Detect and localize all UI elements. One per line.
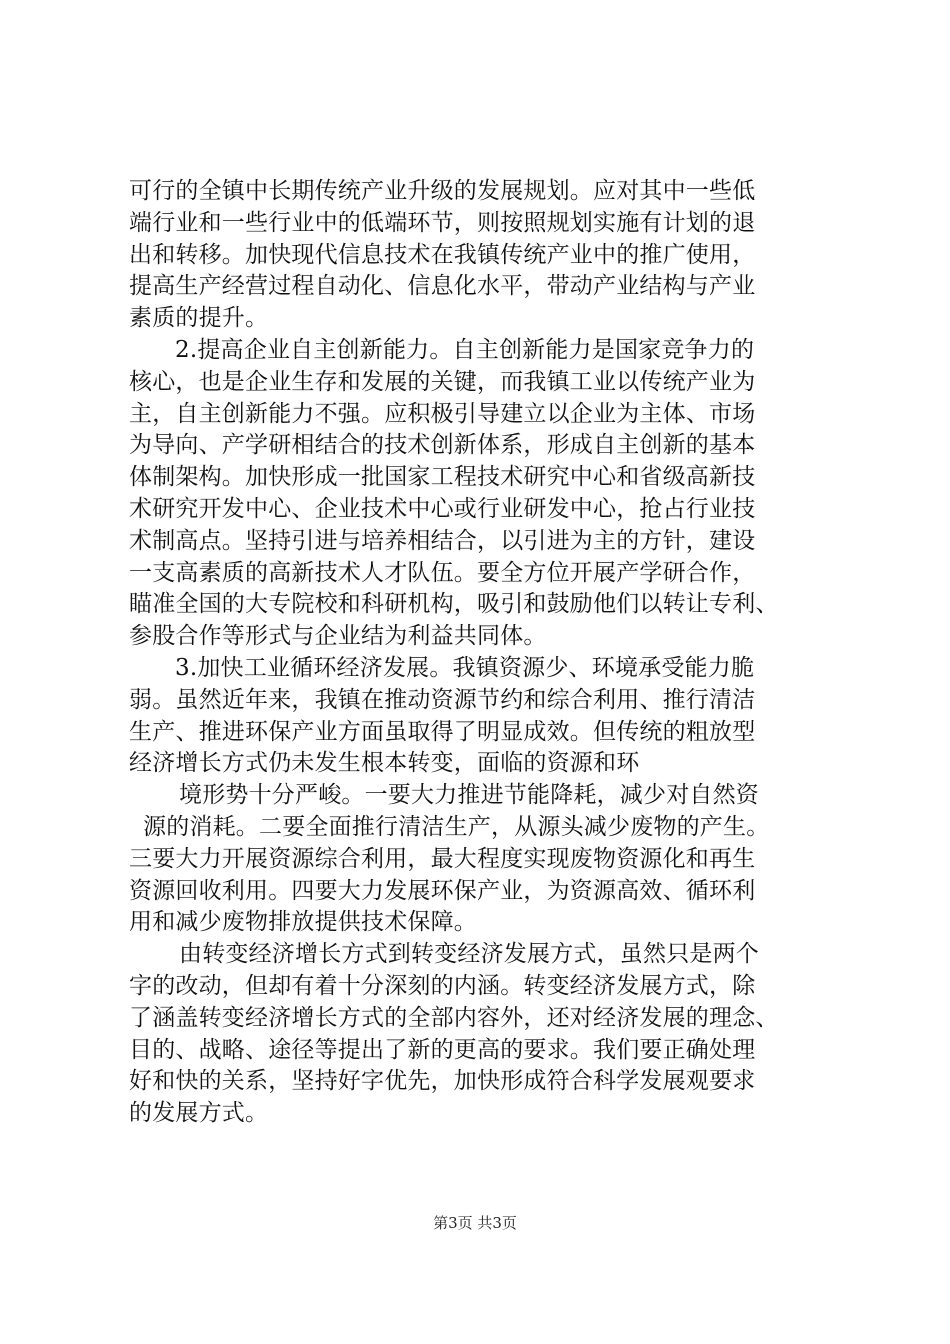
text-line: 端行业和一些行业中的低端环节，则按照规划实施有计划的退 (129, 209, 756, 236)
text-line: 用和减少废物排放提供技术保障。 (129, 909, 477, 936)
text-line: 术制高点。坚持引进与培养相结合，以引进为主的方针，建设 (129, 527, 756, 554)
page-footer: 第3页 共3页 (433, 1214, 517, 1232)
text-line: 经济增长方式仍未发生根本转变，面临的资源和环 (129, 750, 640, 777)
text-line: 体制架构。加快形成一批国家工程技术研究中心和省级高新技 (129, 464, 756, 491)
text-line: 字的改动，但却有着十分深刻的内涵。转变经济发展方式，除 (129, 972, 756, 999)
paragraph-start-line: 境形势十分严峻。一要大力推进节能降耗，减少对自然资 (179, 782, 759, 809)
text-line: 提高生产经营过程自动化、信息化水平，带动产业结构与产业 (129, 273, 756, 300)
paragraph-start-line: 2.提高企业自主创新能力。自主创新能力是国家竞争力的 (175, 336, 755, 363)
text-line: 源的消耗。二要全面推行清洁生产，从源头减少废物的产生。 (143, 813, 770, 840)
text-line: 术研究开发中心、企业技术中心或行业研发中心，抢占行业技 (129, 495, 756, 522)
paragraph-start-line: 由转变经济增长方式到转变经济发展方式，虽然只是两个 (179, 941, 759, 968)
text-line: 参股合作等形式与企业结为利益共同体。 (129, 623, 547, 650)
text-line: 三要大力开展资源综合利用，最大程度实现废物资源化和再生 (129, 845, 756, 872)
text-line: 好和快的关系，坚持好字优先，加快形成符合科学发展观要求 (129, 1068, 756, 1095)
text-line: 可行的全镇中长期传统产业升级的发展规划。应对其中一些低 (129, 178, 756, 204)
text-line: 瞄准全国的大专院校和科研机构，吸引和鼓励他们以转让专利、 (129, 591, 779, 618)
text-line: 的发展方式。 (129, 1100, 269, 1127)
text-line: 弱。虽然近年来，我镇在推动资源节约和综合利用、推行清洁 (129, 686, 756, 713)
text-line: 素质的提升。 (129, 305, 269, 332)
text-line: 为导向、产学研相结合的技术创新体系，形成自主创新的基本 (129, 432, 756, 459)
paragraph-start-line: 3.加快工业循环经济发展。我镇资源少、环境承受能力脆 (175, 654, 755, 681)
text-line: 生产、推进环保产业方面虽取得了明显成效。但传统的粗放型 (129, 718, 756, 745)
text-line: 一支高素质的高新技术人才队伍。要全方位开展产学研合作， (129, 559, 756, 586)
text-line: 核心，也是企业生存和发展的关键，而我镇工业以传统产业为 (129, 368, 756, 395)
body-text (129, 176, 845, 1130)
text-line: 了涵盖转变经济增长方式的全部内容外，还对经济发展的理念、 (129, 1004, 779, 1031)
text-line: 出和转移。加快现代信息技术在我镇传统产业中的推广使用， (129, 241, 756, 268)
text-line: 资源回收利用。四要大力发展环保产业，为资源高效、循环利 (129, 877, 756, 904)
text-line: 目的、战略、途径等提出了新的更高的要求。我们要正确处理 (129, 1036, 756, 1063)
text-line: 主，自主创新能力不强。应积极引导建立以企业为主体、市场 (129, 400, 756, 427)
